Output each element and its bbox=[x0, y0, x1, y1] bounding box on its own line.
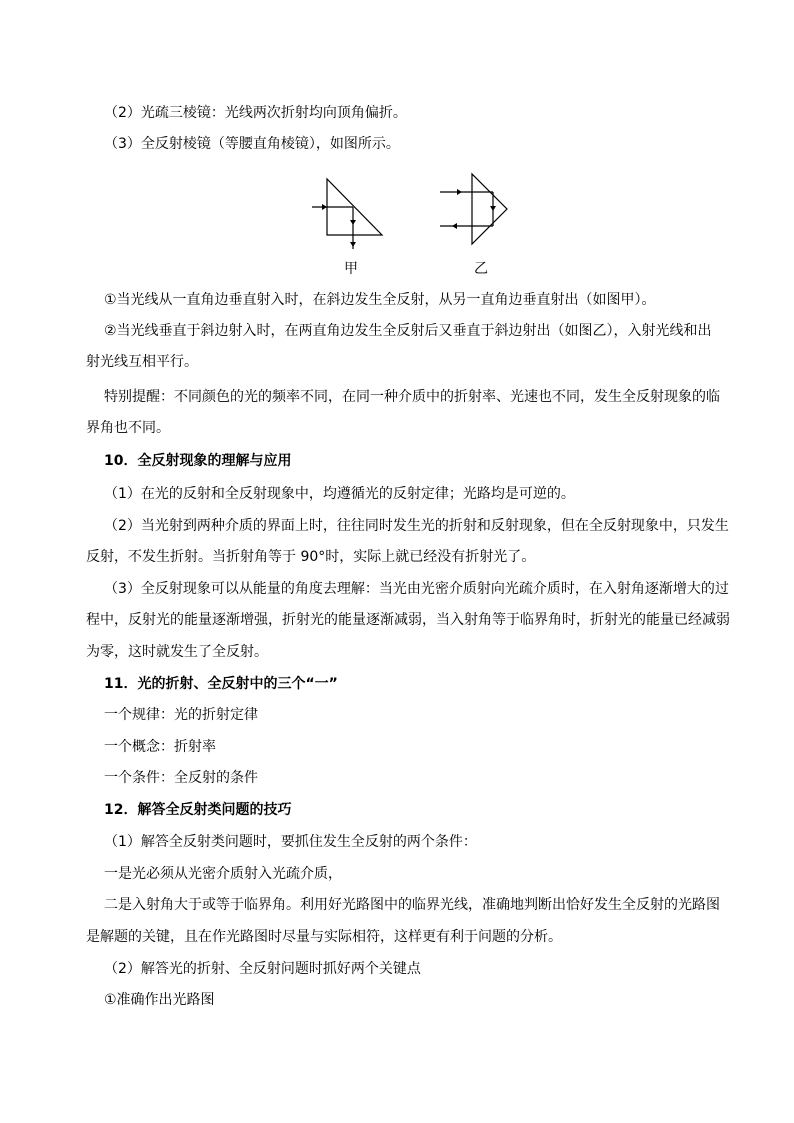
text-line: 程中，反射光的能量逐渐增强，折射光的能量逐渐减弱，当入射角等于临界角时，折射光的能量已经减弱 bbox=[86, 612, 730, 628]
text-line: 一个概念：折射率 bbox=[104, 739, 216, 755]
text-line: 为零，这时就发生了全反射。 bbox=[86, 644, 268, 660]
section-heading: 10．全反射现象的理解与应用 bbox=[104, 453, 292, 469]
section-heading: 12．解答全反射类问题的技巧 bbox=[104, 802, 292, 818]
text-line: 特别提醒：不同颜色的光的频率不同，在同一种介质中的折射率、光速也不同，发生全反射现象的临 bbox=[104, 389, 720, 405]
text-line: （2）光疏三棱镜：光线两次折射均向顶角偏折。 bbox=[104, 105, 407, 121]
text-line: （2）解答光的折射、全反射问题时抓好两个关键点 bbox=[104, 961, 421, 977]
text-line: 界角也不同。 bbox=[86, 420, 170, 436]
caption-yi: 乙 bbox=[474, 261, 488, 277]
text-line: 一个规律：光的折射定律 bbox=[104, 707, 258, 723]
text-line: 反射，不发生折射。当折射角等于 90°时，实际上就已经没有折射光了。 bbox=[86, 549, 536, 565]
text-line: 是解题的关键，且在作光路图时尽量与实际相符，这样更有利于问题的分析。 bbox=[86, 929, 562, 945]
prism-figure-yi bbox=[436, 170, 526, 250]
section-heading: 11．光的折射、全反射中的三个“一” bbox=[104, 676, 338, 692]
text-line: 射光线互相平行。 bbox=[86, 354, 198, 370]
prism-figure-jia bbox=[302, 174, 392, 254]
text-line: 一个条件：全反射的条件 bbox=[104, 770, 258, 786]
text-line: 一是光必须从光密介质射入光疏介质， bbox=[104, 866, 342, 882]
prism-yi-outline bbox=[472, 174, 507, 244]
text-line: （1）解答全反射类问题时，要抓住发生全反射的两个条件： bbox=[104, 834, 477, 850]
text-line: ①当光线从一直角边垂直射入时，在斜边发生全反射，从另一直角边垂直射出（如图甲）。 bbox=[104, 292, 656, 308]
text-line: ②当光线垂直于斜边射入时，在两直角边发生全反射后又垂直于斜边射出（如图乙），入射光线和出 bbox=[104, 323, 712, 339]
text-line: 二是入射角大于或等于临界角。利用好光路图中的临界光线，准确地判断出恰好发生全反射的光路图 bbox=[104, 897, 720, 913]
text-line: （3）全反射现象可以从能量的角度去理解：当光由光密介质射向光疏介质时，在入射角逐渐增大的过 bbox=[104, 581, 729, 597]
text-line: （2）当光射到两种介质的界面上时，往往同时发生光的折射和反射现象，但在全反射现象中，只发生 bbox=[104, 518, 729, 534]
caption-jia: 甲 bbox=[344, 261, 358, 277]
text-line: （3）全反射棱镜（等腰直角棱镜），如图所示。 bbox=[104, 136, 400, 152]
text-line: ①准确作出光路图 bbox=[104, 992, 215, 1008]
text-line: （1）在光的反射和全反射现象中，均遵循光的反射定律；光路均是可逆的。 bbox=[104, 486, 575, 502]
